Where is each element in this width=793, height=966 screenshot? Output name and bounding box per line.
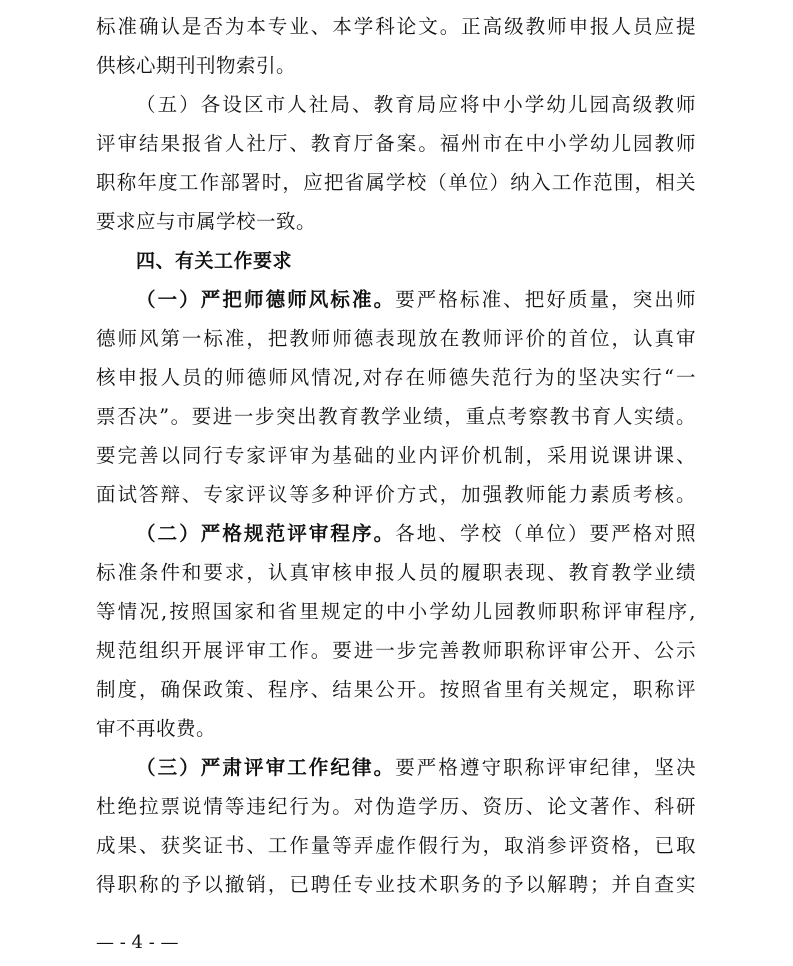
paragraph-two-lead: 各地、学校（单位）要严格对照: [395, 522, 696, 545]
body-line: 规范组织开展评审工作。要进一步完善教师职称评审公开、公示: [96, 639, 696, 662]
body-line: 供核心期刊刊物索引。: [96, 54, 297, 77]
paragraph-two-first-line: [136, 514, 696, 554]
body-line: 要求应与市属学校一致。: [96, 210, 317, 233]
paragraph-one-first-line: [136, 280, 696, 320]
paragraph-three-first-line: [136, 748, 696, 788]
section-heading: 四、有关工作要求: [136, 250, 293, 272]
body-line: 标准确认是否为本专业、本学科论文。正高级教师申报人员应提: [96, 15, 696, 38]
body-line: 职称年度工作部署时，应把省属学校（单位）纳入工作范围，相关: [96, 171, 696, 194]
body-line: 成果、获奖证书、工作量等弄虚作假行为，取消参评资格，已取: [96, 834, 696, 857]
paragraph-one-lead: 要严格标准、把好质量，突出师: [395, 288, 696, 311]
paragraph-three-title: （三）严肃评审工作纪律。: [136, 756, 396, 779]
body-line: 要完善以同行专家评审为基础的业内评价机制，采用说课讲课、: [96, 444, 696, 467]
body-line: 制度，确保政策、程序、结果公开。按照省里有关规定，职称评: [96, 678, 696, 701]
page-number: — - 4 - —: [96, 932, 179, 953]
body-line: 票否决”。要进一步突出教育教学业绩，重点考察教书育人实绩。: [96, 405, 696, 428]
body-line: 评审结果报省人社厅、教育厅备案。福州市在中小学幼儿园教师: [96, 132, 696, 155]
body-line: 核申报人员的师德师风情况,对存在师德失范行为的坚决实行“一: [96, 366, 696, 389]
paragraph-five-first-line: （五）各设区市人社局、教育局应将中小学幼儿园高级教师: [136, 93, 696, 116]
body-line: 德师风第一标准，把教师师德表现放在教师评价的首位，认真审: [96, 327, 696, 350]
body-line: 标准条件和要求，认真审核申报人员的履职表现、教育教学业绩: [96, 561, 696, 584]
body-line: 杜绝拉票说情等违纪行为。对伪造学历、资历、论文著作、科研: [96, 795, 696, 818]
body-line: 等情况,按照国家和省里规定的中小学幼儿园教师职称评审程序,: [96, 600, 696, 623]
body-line: 面试答辩、专家评议等多种评价方式，加强教师能力素质考核。: [96, 483, 696, 506]
paragraph-two-title: （二）严格规范评审程序。: [136, 522, 396, 545]
paragraph-one-title: （一）严把师德师风标准。: [136, 288, 396, 311]
paragraph-three-lead: 要严格遵守职称评审纪律，坚决: [395, 756, 696, 779]
body-line: 得职称的予以撤销，已聘任专业技术职务的予以解聘；并自查实: [96, 873, 696, 896]
body-line: 审不再收费。: [96, 717, 217, 740]
